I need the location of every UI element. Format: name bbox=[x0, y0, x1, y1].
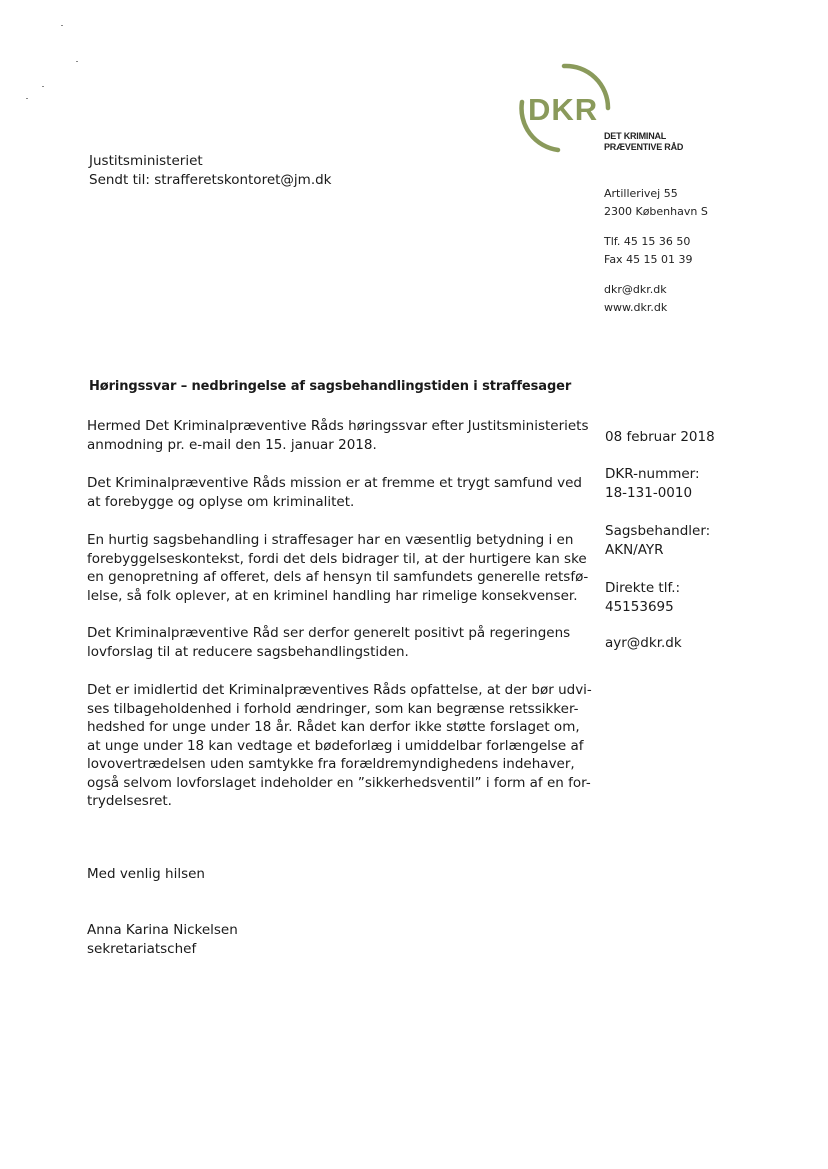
closing-greeting: Med venlig hilsen bbox=[87, 866, 205, 882]
paragraph-line: lovovertrædelsen uden samtykke fra forældremyndighedens indehaver, bbox=[87, 756, 575, 772]
scan-speck bbox=[42, 86, 44, 87]
paragraph-line: hedshed for unge under 18 år. Rådet kan derfor ikke støtte forslaget om, bbox=[87, 719, 580, 735]
direct-phone-block bbox=[605, 579, 680, 617]
organization-name bbox=[604, 131, 683, 153]
paragraph-line: en genopretning af offeret, dels af hensyn til samfundets generelle retsfø- bbox=[87, 569, 589, 585]
signer-title: sekretariatschef bbox=[87, 941, 197, 957]
paragraph-line: at unge under 18 kan vedtage et bødeforlæg i umiddelbar forlængelse af bbox=[87, 737, 584, 754]
scan-speck bbox=[26, 98, 28, 99]
sender-phone bbox=[604, 233, 693, 269]
paragraph bbox=[87, 474, 587, 511]
paragraph-line: Det Kriminalpræventive Råds mission er at fremme et trygt samfund ved bbox=[87, 475, 582, 491]
dkr-number-block bbox=[605, 465, 700, 503]
letter-subject: Høringssvar – nedbringelse af sagsbehandlingstiden i straffesager bbox=[89, 379, 572, 394]
paragraph-line: at forebygge og oplyse om kriminalitet. bbox=[87, 493, 355, 510]
paragraph bbox=[87, 681, 592, 811]
contact-email: ayr@dkr.dk bbox=[605, 635, 682, 651]
paragraph bbox=[87, 417, 587, 454]
case-handler: AKN/AYR bbox=[605, 542, 664, 558]
recipient-sent-to: Sendt til: strafferetskontoret@jm.dk bbox=[89, 172, 332, 188]
fax-line: Fax 45 15 01 39 bbox=[604, 253, 693, 266]
sender-address bbox=[604, 185, 708, 221]
dkr-logo bbox=[516, 62, 612, 158]
paragraph bbox=[87, 531, 587, 605]
paragraph-line: anmodning pr. e-mail den 15. januar 2018. bbox=[87, 436, 377, 453]
address-line: 2300 København S bbox=[604, 205, 708, 218]
address-line: Artillerivej 55 bbox=[604, 187, 678, 200]
paragraph-line: ses tilbageholdenhed i forhold ændringer, som kan begrænse retssikker- bbox=[87, 700, 579, 717]
sender-email: dkr@dkr.dk bbox=[604, 283, 667, 296]
signer-name: Anna Karina Nickelsen bbox=[87, 922, 238, 938]
scan-speck bbox=[76, 61, 78, 62]
sender-web bbox=[604, 281, 667, 317]
paragraph-line: lelse, så folk oplever, at en kriminel handling har rimelige konsekvenser. bbox=[87, 587, 578, 604]
recipient-block bbox=[89, 152, 332, 190]
case-handler-label: Sagsbehandler: bbox=[605, 523, 711, 539]
logo-text: DKR bbox=[528, 92, 599, 127]
dkr-number: 18-131-0010 bbox=[605, 485, 693, 501]
paragraph-line: Det Kriminalpræventive Råd ser derfor generelt positivt på regeringens bbox=[87, 625, 571, 641]
paragraph-line: trydelsesret. bbox=[87, 793, 172, 809]
recipient-name: Justitsministeriet bbox=[89, 153, 203, 169]
phone-line: Tlf. 45 15 36 50 bbox=[604, 235, 691, 248]
sender-website: www.dkr.dk bbox=[604, 301, 668, 314]
signature-block bbox=[87, 921, 238, 959]
direct-phone-label: Direkte tlf.: bbox=[605, 580, 681, 596]
direct-phone: 45153695 bbox=[605, 599, 674, 615]
letter-date: 08 februar 2018 bbox=[605, 429, 715, 445]
paragraph-line: lovforslag til at reducere sagsbehandlingstiden. bbox=[87, 643, 409, 660]
organization-name-line: PRÆVENTIVE RÅD bbox=[604, 142, 684, 152]
dkr-number-label: DKR-nummer: bbox=[605, 466, 700, 482]
paragraph bbox=[87, 624, 587, 661]
paragraph-line: En hurtig sagsbehandling i straffesager har en væsentlig betydning i en bbox=[87, 532, 574, 548]
case-handler-block bbox=[605, 522, 710, 560]
paragraph-line: Hermed Det Kriminalpræventive Råds høringssvar efter Justitsministeriets bbox=[87, 418, 589, 434]
scan-speck bbox=[61, 25, 63, 26]
organization-name-line: DET KRIMINAL bbox=[604, 131, 667, 141]
paragraph-line: også selvom lovforslaget indeholder en ”sikkerhedsventil” i form af en for- bbox=[87, 774, 591, 791]
paragraph-line: forebyggelseskontekst, fordi det dels bidrager til, at der hurtigere kan ske bbox=[87, 550, 587, 567]
paragraph-line: Det er imidlertid det Kriminalpræventives Råds opfattelse, at der bør udvi- bbox=[87, 682, 592, 698]
